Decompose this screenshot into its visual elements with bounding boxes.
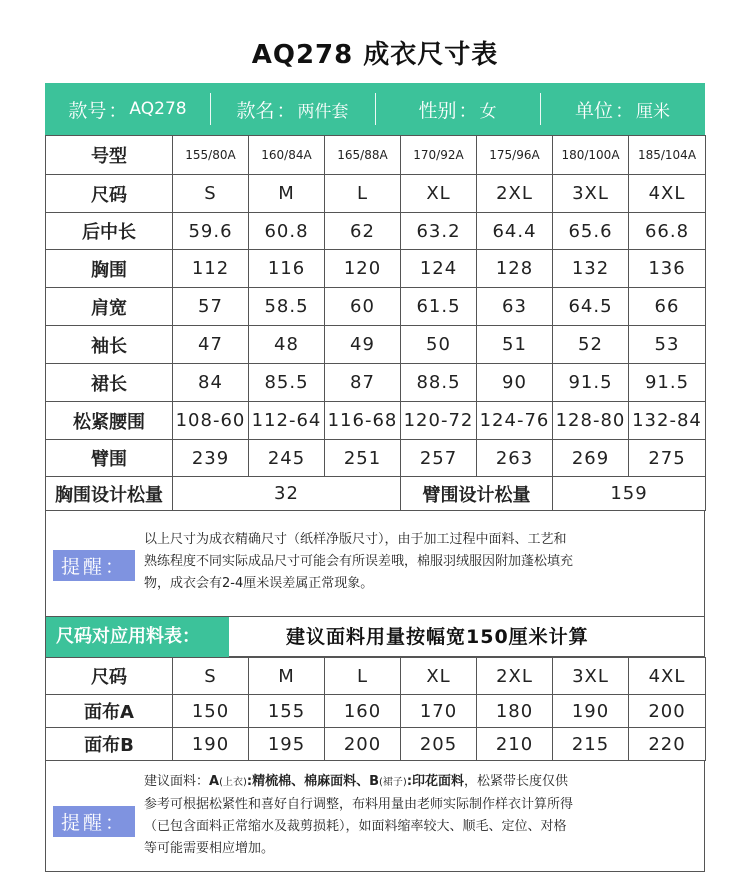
row-label: 尺码 <box>46 658 173 695</box>
info-sep: ： <box>458 99 478 122</box>
value-cell: 128-80 <box>553 402 629 440</box>
fabric-suggest-suffix: ，松紧带长度仅供 <box>464 774 569 789</box>
reminder-badge: 提醒： <box>53 550 135 581</box>
fabric-reminder-text <box>144 771 573 860</box>
value-cell: 58.5 <box>249 288 325 326</box>
fabric-reminder-badge: 提醒： <box>53 806 135 837</box>
value-cell: 124 <box>401 250 477 288</box>
value-cell: 84 <box>173 364 249 402</box>
value-cell: 180 <box>477 695 553 728</box>
reminder-note <box>45 510 705 617</box>
row-label: 尺码 <box>46 175 173 213</box>
value-cell: 124-76 <box>477 402 553 440</box>
size-row <box>46 250 706 288</box>
info-key: 性别 <box>418 99 457 122</box>
value-cell: 47 <box>173 326 249 364</box>
value-cell: 112 <box>173 250 249 288</box>
size-cell: 2XL <box>477 175 553 213</box>
row-label: 裙长 <box>46 364 173 402</box>
value-cell: 63 <box>477 288 553 326</box>
size-cell: 4XL <box>629 658 706 695</box>
value-cell: 63.2 <box>401 213 477 250</box>
size-cell: XL <box>401 175 477 213</box>
size-row <box>46 288 706 326</box>
info-key: 单位 <box>574 99 613 122</box>
reminder-text <box>144 529 573 595</box>
info-gender <box>375 83 540 135</box>
row-label: 臂围 <box>46 440 173 477</box>
info-value: 厘米 <box>636 101 671 122</box>
chest-ease-value: 32 <box>173 477 401 511</box>
info-sep: ： <box>276 99 296 122</box>
size-row <box>46 440 706 477</box>
value-cell: 120-72 <box>401 402 477 440</box>
value-cell: 220 <box>629 728 706 761</box>
value-cell: 239 <box>173 440 249 477</box>
value-cell: 48 <box>249 326 325 364</box>
value-cell: 190 <box>553 695 629 728</box>
chest-ease-label: 胸围设计松量 <box>46 477 173 511</box>
fabric-row <box>46 695 706 728</box>
size-table <box>45 135 706 511</box>
value-cell: 64.4 <box>477 213 553 250</box>
value-cell: 52 <box>553 326 629 364</box>
type-cell: 180/100A <box>553 136 629 175</box>
value-cell: 53 <box>629 326 706 364</box>
row-label: 后中长 <box>46 213 173 250</box>
value-cell: 210 <box>477 728 553 761</box>
size-row <box>46 213 706 250</box>
size-cell: S <box>173 175 249 213</box>
value-cell: 66.8 <box>629 213 706 250</box>
fabric-suggest-prefix: 建议面料： <box>144 774 210 789</box>
info-value: 两件套 <box>297 101 349 122</box>
fabric-b-material: :印花面料 <box>406 774 465 789</box>
info-sep: ： <box>108 99 128 122</box>
size-cell: L <box>325 658 401 695</box>
fabric-a-material: :精梳棉、棉麻面料、 <box>246 774 370 789</box>
reminder-line: 物，成衣会有2-4厘米误差属正常现象。 <box>144 576 374 591</box>
value-cell: 275 <box>629 440 706 477</box>
value-cell: 66 <box>629 288 706 326</box>
size-cell: L <box>325 175 401 213</box>
value-cell: 120 <box>325 250 401 288</box>
value-cell: 116-68 <box>325 402 401 440</box>
fabric-row <box>46 728 706 761</box>
value-cell: 90 <box>477 364 553 402</box>
info-value: 女 <box>479 101 497 122</box>
fabric-reminder-line: （已包含面料正常缩水及裁剪损耗），如面料缩率较大、顺毛、定位、对格 <box>144 819 567 834</box>
size-row <box>46 326 706 364</box>
value-cell: 155 <box>249 695 325 728</box>
size-row <box>46 402 706 440</box>
value-cell: 91.5 <box>553 364 629 402</box>
value-cell: 205 <box>401 728 477 761</box>
value-cell: 91.5 <box>629 364 706 402</box>
value-cell: 170 <box>401 695 477 728</box>
row-label: 松紧腰围 <box>46 402 173 440</box>
fabric-reminder-note <box>45 760 705 872</box>
value-cell: 116 <box>249 250 325 288</box>
fabric-table <box>45 657 706 761</box>
size-cell: 3XL <box>553 175 629 213</box>
info-key: 款号 <box>68 99 107 122</box>
value-cell: 60.8 <box>249 213 325 250</box>
fabric-a-label: A <box>209 774 220 789</box>
row-label: 肩宽 <box>46 288 173 326</box>
type-cell: 170/92A <box>401 136 477 175</box>
value-cell: 245 <box>249 440 325 477</box>
value-cell: 59.6 <box>173 213 249 250</box>
value-cell: 195 <box>249 728 325 761</box>
value-cell: 65.6 <box>553 213 629 250</box>
value-cell: 87 <box>325 364 401 402</box>
row-label: 面布A <box>46 695 173 728</box>
fabric-section-tag: 尺码对应用料表： <box>46 617 229 657</box>
row-label: 面布B <box>46 728 173 761</box>
value-cell: 57 <box>173 288 249 326</box>
fabric-row-sizes <box>46 658 706 695</box>
value-cell: 132-84 <box>629 402 706 440</box>
value-cell: 51 <box>477 326 553 364</box>
value-cell: 128 <box>477 250 553 288</box>
arm-ease-label: 臂围设计松量 <box>401 477 553 511</box>
value-cell: 269 <box>553 440 629 477</box>
value-cell: 50 <box>401 326 477 364</box>
value-cell: 251 <box>325 440 401 477</box>
page-title: AQ278 成衣尺寸表 <box>251 40 499 70</box>
size-row <box>46 364 706 402</box>
type-cell: 175/96A <box>477 136 553 175</box>
value-cell: 85.5 <box>249 364 325 402</box>
info-bar <box>45 83 705 135</box>
value-cell: 62 <box>325 213 401 250</box>
info-sep: ： <box>615 99 635 122</box>
info-style-name <box>210 83 375 135</box>
row-label: 胸围 <box>46 250 173 288</box>
size-cell: 2XL <box>477 658 553 695</box>
info-key: 款名 <box>236 99 275 122</box>
fabric-reminder-line: 等可能需要相应增加。 <box>144 841 275 856</box>
info-value: AQ278 <box>129 99 187 119</box>
fabric-b-note: (裙子) <box>379 777 407 788</box>
type-cell: 155/80A <box>173 136 249 175</box>
value-cell: 64.5 <box>553 288 629 326</box>
value-cell: 108-60 <box>173 402 249 440</box>
value-cell: 160 <box>325 695 401 728</box>
value-cell: 190 <box>173 728 249 761</box>
value-cell: 257 <box>401 440 477 477</box>
size-row-types <box>46 136 706 175</box>
fabric-reminder-line: 参考可根据松紧性和喜好自行调整，布料用量由老师实际制作样衣计算所得 <box>144 797 574 812</box>
value-cell: 150 <box>173 695 249 728</box>
type-cell: 160/84A <box>249 136 325 175</box>
value-cell: 136 <box>629 250 706 288</box>
value-cell: 132 <box>553 250 629 288</box>
type-cell: 185/104A <box>629 136 706 175</box>
value-cell: 88.5 <box>401 364 477 402</box>
size-cell: 4XL <box>629 175 706 213</box>
value-cell: 215 <box>553 728 629 761</box>
fabric-section-heading: 建议面料用量按幅宽150厘米计算 <box>286 626 589 648</box>
fabric-b-label: B <box>369 774 380 789</box>
reminder-line: 熟练程度不同实际成品尺寸可能会有所误差哦，棉服羽绒服因附加蓬松填充 <box>144 554 574 569</box>
value-cell: 200 <box>629 695 706 728</box>
reminder-line: 以上尺寸为成衣精确尺寸（纸样净版尺寸），由于加工过程中面料、工艺和 <box>144 532 567 547</box>
size-cell: M <box>249 175 325 213</box>
row-label: 袖长 <box>46 326 173 364</box>
fabric-reminder-line <box>144 771 573 794</box>
size-cell: M <box>249 658 325 695</box>
ease-row <box>46 477 706 511</box>
type-cell: 165/88A <box>325 136 401 175</box>
size-cell: XL <box>401 658 477 695</box>
fabric-section-header <box>45 617 705 657</box>
size-row-sizes <box>46 175 706 213</box>
info-style-no <box>45 83 210 135</box>
value-cell: 200 <box>325 728 401 761</box>
value-cell: 263 <box>477 440 553 477</box>
fabric-a-note: (上衣) <box>219 777 247 788</box>
size-cell: 3XL <box>553 658 629 695</box>
value-cell: 49 <box>325 326 401 364</box>
value-cell: 112-64 <box>249 402 325 440</box>
row-label: 号型 <box>46 136 173 175</box>
info-unit <box>540 83 705 135</box>
value-cell: 60 <box>325 288 401 326</box>
size-cell: S <box>173 658 249 695</box>
arm-ease-value: 159 <box>553 477 706 511</box>
value-cell: 61.5 <box>401 288 477 326</box>
